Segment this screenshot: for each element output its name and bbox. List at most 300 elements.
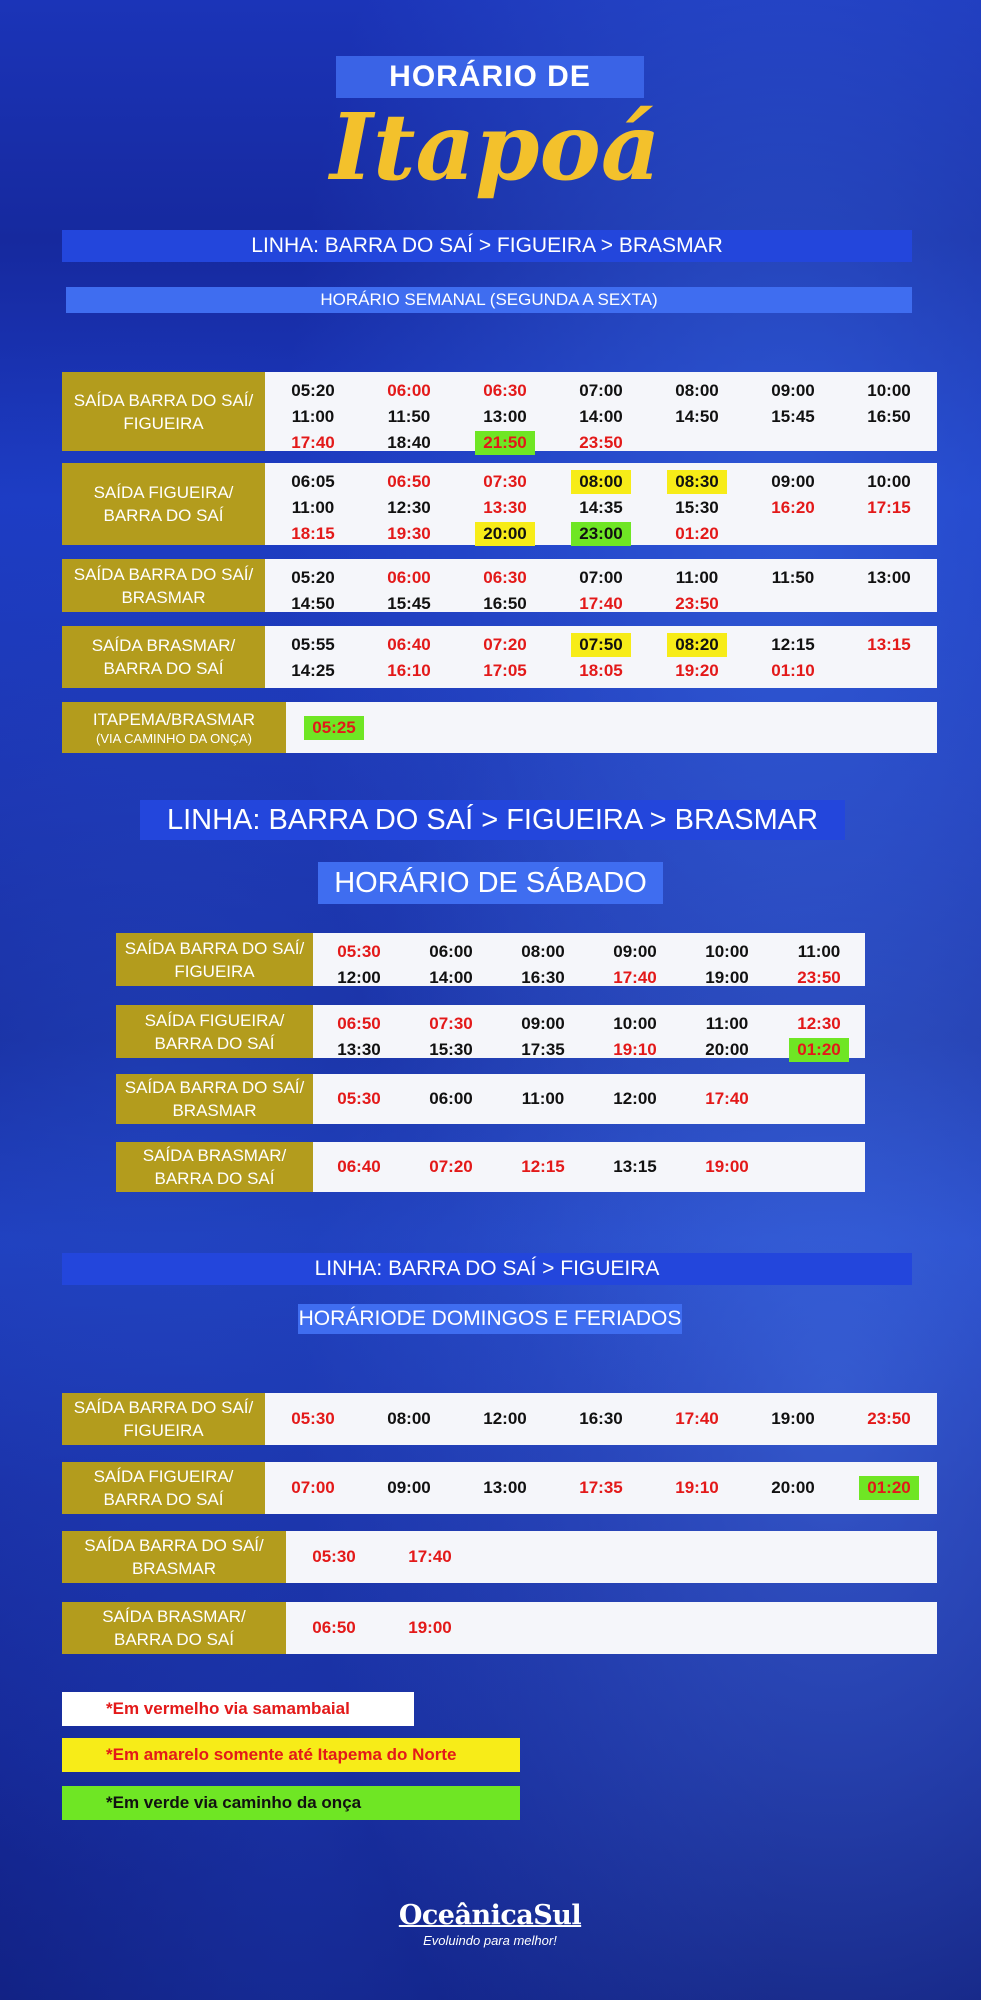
departure-time-value: 06:00 xyxy=(387,568,431,587)
departure-time-value: 13:30 xyxy=(483,498,527,517)
departure-time-value: 05:30 xyxy=(337,942,381,961)
departure-time-value: 15:45 xyxy=(771,407,815,426)
departure-time-value: 01:20 xyxy=(675,524,719,543)
departure-time-value: 05:25 xyxy=(304,716,363,740)
route-label xyxy=(62,1462,265,1514)
departure-time xyxy=(681,966,773,990)
departure-time xyxy=(457,496,553,520)
departure-time xyxy=(457,592,553,616)
departure-time xyxy=(841,566,937,590)
departure-time-value: 11:00 xyxy=(705,1014,749,1033)
departure-time-value: 07:00 xyxy=(579,568,623,587)
departure-times xyxy=(286,1602,937,1654)
route-label-text: ITAPEMA/BRASMAR xyxy=(92,710,256,729)
departure-time-value: 11:00 xyxy=(521,1089,565,1108)
departure-time-value: 16:50 xyxy=(867,407,911,426)
departure-time-value: 07:30 xyxy=(429,1014,473,1033)
departure-time-value: 15:30 xyxy=(429,1040,473,1059)
time-line xyxy=(313,1154,773,1180)
departure-time-value: 06:30 xyxy=(483,568,527,587)
departure-time-value: 20:00 xyxy=(705,1040,749,1059)
departure-time-value: 12:15 xyxy=(771,635,815,654)
departure-time-value: 13:15 xyxy=(867,635,911,654)
route-label-text: SAÍDA BRASMAR/ BARRA DO SAÍ xyxy=(142,1146,287,1188)
departure-time xyxy=(361,1407,457,1431)
saturday-schedule-row xyxy=(116,1142,865,1192)
departure-time xyxy=(553,379,649,403)
departure-time-value: 16:30 xyxy=(521,968,565,987)
departure-time-value: 13:00 xyxy=(483,1478,527,1497)
departure-time xyxy=(265,522,361,546)
time-line xyxy=(286,1615,478,1641)
departure-time xyxy=(497,1087,589,1111)
departure-times xyxy=(313,1005,865,1058)
departure-time xyxy=(649,405,745,429)
departure-time xyxy=(361,566,457,590)
departure-time-value: 14:50 xyxy=(291,594,335,613)
departure-time xyxy=(497,1012,589,1036)
departure-time-value: 16:20 xyxy=(771,498,815,517)
departure-time xyxy=(589,966,681,990)
route-label xyxy=(62,1531,286,1583)
route-label xyxy=(62,702,286,753)
departure-time xyxy=(405,966,497,990)
departure-time-value: 05:20 xyxy=(291,381,335,400)
time-line xyxy=(265,1475,937,1501)
departure-time-value: 05:55 xyxy=(291,635,335,654)
departure-time-value: 23:50 xyxy=(579,433,623,452)
departure-time xyxy=(649,1476,745,1500)
route-label-text: SAÍDA FIGUEIRA/ BARRA DO SAÍ xyxy=(93,1467,234,1509)
departure-time-value: 18:15 xyxy=(291,524,335,543)
departure-time-value: 19:00 xyxy=(771,1409,815,1428)
sunday-schedule-row xyxy=(62,1462,937,1514)
departure-time xyxy=(361,431,457,455)
departure-time-value: 12:30 xyxy=(797,1014,841,1033)
route-label-text: SAÍDA BARRA DO SAÍ/ FIGUEIRA xyxy=(73,1398,254,1440)
weekly-schedule-row xyxy=(62,702,937,753)
departure-time-value: 07:20 xyxy=(483,635,527,654)
departure-time xyxy=(361,1476,457,1500)
departure-time xyxy=(361,522,457,546)
departure-time xyxy=(553,431,649,455)
departure-time xyxy=(457,522,553,546)
departure-time-value: 21:50 xyxy=(475,431,534,455)
route-label xyxy=(62,372,265,451)
departure-time-value: 11:00 xyxy=(291,498,335,517)
departure-time-value: 15:45 xyxy=(387,594,431,613)
departure-time-value: 09:00 xyxy=(521,1014,565,1033)
departure-time-value: 08:30 xyxy=(667,470,726,494)
departure-time xyxy=(361,470,457,494)
weekly-schedule-row xyxy=(62,372,937,451)
departure-time-value: 17:15 xyxy=(867,498,911,517)
departure-time xyxy=(313,940,405,964)
route-label xyxy=(62,626,265,688)
sunday-line-bar: LINHA: BARRA DO SAÍ > FIGUEIRA xyxy=(62,1253,912,1285)
time-line xyxy=(265,632,937,658)
departure-time xyxy=(313,1012,405,1036)
departure-times xyxy=(313,1142,865,1192)
departure-time-value: 09:00 xyxy=(771,381,815,400)
route-label xyxy=(116,1142,313,1192)
departure-times xyxy=(286,702,937,753)
route-label-text: SAÍDA BARRA DO SAÍ/ BRASMAR xyxy=(84,1536,264,1578)
time-line xyxy=(265,521,937,547)
departure-time-value: 05:30 xyxy=(291,1409,335,1428)
departure-time-value: 12:00 xyxy=(337,968,381,987)
departure-time xyxy=(457,431,553,455)
departure-time-value: 19:00 xyxy=(705,1157,749,1176)
departure-time-value: 07:00 xyxy=(291,1478,335,1497)
route-label-text: SAÍDA BARRA DO SAÍ/ FIGUEIRA xyxy=(73,390,254,433)
departure-time-value: 07:20 xyxy=(429,1157,473,1176)
time-line xyxy=(313,939,865,965)
departure-time xyxy=(745,1476,841,1500)
departure-time xyxy=(361,633,457,657)
departure-time xyxy=(589,940,681,964)
legend-yellow: *Em amarelo somente até Itapema do Norte xyxy=(62,1738,520,1772)
route-label-text: SAÍDA BARRA DO SAÍ/ BRASMAR xyxy=(73,564,254,607)
departure-time xyxy=(553,1407,649,1431)
departure-time xyxy=(589,1155,681,1179)
departure-time-value: 06:40 xyxy=(387,635,431,654)
departure-time xyxy=(681,1087,773,1111)
departure-time-value: 23:50 xyxy=(867,1409,911,1428)
route-label-text: SAÍDA BRASMAR/ BARRA DO SAÍ xyxy=(102,1607,246,1649)
departure-time xyxy=(265,633,361,657)
route-label-text: SAÍDA FIGUEIRA/ BARRA DO SAÍ xyxy=(93,483,234,525)
route-label-text: SAÍDA FIGUEIRA/ BARRA DO SAÍ xyxy=(144,1010,285,1053)
legend-red: *Em vermelho via samambaial xyxy=(62,1692,414,1726)
departure-time-value: 05:30 xyxy=(337,1089,381,1108)
departure-time-value: 06:50 xyxy=(337,1014,381,1033)
departure-time xyxy=(649,379,745,403)
departure-times xyxy=(286,1531,937,1583)
weekly-schedule-bar: HORÁRIO SEMANAL (SEGUNDA A SEXTA) xyxy=(66,287,912,313)
departure-time xyxy=(589,1012,681,1036)
departure-time xyxy=(649,522,745,546)
departure-times xyxy=(265,1393,937,1445)
departure-time-value: 08:00 xyxy=(521,942,565,961)
departure-time xyxy=(361,496,457,520)
departure-times xyxy=(265,559,937,612)
saturday-schedule-row xyxy=(116,1074,865,1124)
departure-time xyxy=(553,592,649,616)
departure-time-value: 13:15 xyxy=(613,1157,657,1176)
time-line xyxy=(265,495,937,521)
departure-time-value: 15:30 xyxy=(675,498,719,517)
departure-time xyxy=(313,1087,405,1111)
departure-time xyxy=(745,1407,841,1431)
departure-time xyxy=(265,470,361,494)
time-line xyxy=(313,965,865,991)
departure-time-value: 17:40 xyxy=(408,1547,452,1566)
departure-time xyxy=(773,940,865,964)
departure-time xyxy=(286,1616,382,1640)
brand-logo xyxy=(390,1900,590,1948)
departure-time-value: 16:10 xyxy=(387,661,431,680)
departure-time-value: 19:20 xyxy=(675,661,719,680)
departure-time xyxy=(553,405,649,429)
time-line xyxy=(313,1011,865,1037)
sunday-schedule-row xyxy=(62,1531,937,1583)
departure-time-value: 12:00 xyxy=(483,1409,527,1428)
departure-time-value: 17:40 xyxy=(705,1089,749,1108)
departure-time xyxy=(589,1087,681,1111)
departure-times xyxy=(313,933,865,986)
departure-time xyxy=(361,379,457,403)
route-label xyxy=(62,1602,286,1654)
departure-time xyxy=(361,592,457,616)
route-label xyxy=(116,933,313,986)
time-line xyxy=(265,404,937,430)
departure-time-value: 23:00 xyxy=(571,522,630,546)
departure-time-value: 06:00 xyxy=(429,942,473,961)
departure-time xyxy=(553,633,649,657)
departure-time-value: 17:05 xyxy=(483,661,527,680)
departure-time-value: 11:00 xyxy=(797,942,841,961)
departure-time xyxy=(553,470,649,494)
departure-time xyxy=(457,470,553,494)
departure-time-value: 19:10 xyxy=(613,1040,657,1059)
departure-time xyxy=(457,1407,553,1431)
departure-time-value: 09:00 xyxy=(771,472,815,491)
departure-time xyxy=(841,1407,937,1431)
departure-time xyxy=(553,496,649,520)
departure-time-value: 01:20 xyxy=(859,1476,918,1500)
route-label xyxy=(62,559,265,612)
route-label-text: SAÍDA BARRA DO SAÍ/ BRASMAR xyxy=(124,1078,305,1120)
weekly-line-bar: LINHA: BARRA DO SAÍ > FIGUEIRA > BRASMAR xyxy=(62,230,912,262)
departure-time-value: 07:30 xyxy=(483,472,527,491)
departure-time xyxy=(841,379,937,403)
departure-time-value: 05:20 xyxy=(291,568,335,587)
departure-time xyxy=(361,405,457,429)
departure-time-value: 17:40 xyxy=(579,594,623,613)
departure-time xyxy=(361,659,457,683)
route-label xyxy=(62,1393,265,1445)
departure-time xyxy=(553,566,649,590)
departure-time-value: 06:00 xyxy=(387,381,431,400)
departure-time-value: 09:00 xyxy=(387,1478,431,1497)
sunday-schedule-row xyxy=(62,1393,937,1445)
departure-time xyxy=(841,496,937,520)
departure-time-value: 23:50 xyxy=(797,968,841,987)
departure-time-value: 19:00 xyxy=(408,1618,452,1637)
departure-time xyxy=(589,1038,681,1062)
departure-time xyxy=(313,966,405,990)
departure-time xyxy=(841,405,937,429)
departure-time xyxy=(286,1545,382,1569)
departure-time-value: 13:00 xyxy=(483,407,527,426)
departure-time-value: 11:00 xyxy=(675,568,719,587)
departure-time-value: 19:10 xyxy=(675,1478,719,1497)
departure-time xyxy=(405,1038,497,1062)
departure-time-value: 20:00 xyxy=(771,1478,815,1497)
time-line xyxy=(265,658,937,684)
departure-time xyxy=(405,1087,497,1111)
departure-time-value: 11:50 xyxy=(387,407,431,426)
departure-time xyxy=(265,1476,361,1500)
departure-time xyxy=(773,1038,865,1062)
departure-time xyxy=(745,496,841,520)
time-line xyxy=(265,469,937,495)
departure-time xyxy=(457,405,553,429)
departure-time xyxy=(265,431,361,455)
time-line xyxy=(313,1086,773,1112)
page-title-top: HORÁRIO DE xyxy=(336,56,644,98)
saturday-schedule-bar: HORÁRIO DE SÁBADO xyxy=(318,862,663,904)
departure-time-value: 16:30 xyxy=(579,1409,623,1428)
departure-time xyxy=(649,470,745,494)
departure-time-value: 17:35 xyxy=(521,1040,565,1059)
departure-time-value: 14:00 xyxy=(579,407,623,426)
departure-time-value: 08:00 xyxy=(571,470,630,494)
departure-time-value: 12:15 xyxy=(521,1157,565,1176)
departure-time xyxy=(649,633,745,657)
departure-time-value: 08:20 xyxy=(667,633,726,657)
departure-time xyxy=(497,1038,589,1062)
departure-time xyxy=(265,1407,361,1431)
departure-time xyxy=(265,592,361,616)
time-line xyxy=(265,1406,937,1432)
saturday-line-bar: LINHA: BARRA DO SAÍ > FIGUEIRA > BRASMAR xyxy=(140,800,845,840)
departure-time-value: 14:50 xyxy=(675,407,719,426)
time-line xyxy=(286,1544,478,1570)
route-label xyxy=(62,463,265,545)
departure-time xyxy=(681,940,773,964)
brand-slogan: Evoluindo para melhor! xyxy=(423,1933,557,1948)
departure-time xyxy=(457,633,553,657)
departure-time xyxy=(265,496,361,520)
departure-time-value: 11:00 xyxy=(291,407,335,426)
departure-time-value: 19:00 xyxy=(705,968,749,987)
departure-time xyxy=(497,966,589,990)
departure-time-value: 14:25 xyxy=(291,661,335,680)
departure-time-value: 17:40 xyxy=(675,1409,719,1428)
departure-time xyxy=(313,1155,405,1179)
departure-time xyxy=(649,1407,745,1431)
time-line xyxy=(265,591,937,617)
departure-time xyxy=(265,659,361,683)
route-label-text: SAÍDA BARRA DO SAÍ/ FIGUEIRA xyxy=(124,938,305,981)
time-line xyxy=(313,1037,865,1063)
departure-time xyxy=(745,566,841,590)
departure-time-value: 18:05 xyxy=(579,661,623,680)
departure-time-value: 06:40 xyxy=(337,1157,381,1176)
weekly-schedule-row xyxy=(62,626,937,688)
departure-time-value: 01:10 xyxy=(771,661,815,680)
departure-time xyxy=(553,659,649,683)
departure-time-value: 10:00 xyxy=(867,381,911,400)
departure-time xyxy=(773,1012,865,1036)
departure-time xyxy=(382,1545,478,1569)
departure-time-value: 12:00 xyxy=(613,1089,657,1108)
departure-time xyxy=(382,1616,478,1640)
departure-time xyxy=(553,522,649,546)
departure-time-value: 06:00 xyxy=(429,1089,473,1108)
departure-time xyxy=(649,496,745,520)
departure-time-value: 17:40 xyxy=(291,433,335,452)
time-line xyxy=(286,715,382,741)
weekly-schedule-row xyxy=(62,463,937,545)
route-label-text: SAÍDA BRASMAR/ BARRA DO SAÍ xyxy=(91,636,236,678)
departure-times xyxy=(265,1462,937,1514)
departure-time xyxy=(457,379,553,403)
sunday-schedule-row xyxy=(62,1602,937,1654)
departure-time xyxy=(649,592,745,616)
departure-time xyxy=(457,1476,553,1500)
departure-time-value: 13:30 xyxy=(337,1040,381,1059)
departure-time xyxy=(649,566,745,590)
departure-time xyxy=(841,633,937,657)
departure-time xyxy=(649,659,745,683)
page-title-city: Itapoá xyxy=(330,93,661,201)
departure-time-value: 11:50 xyxy=(771,568,815,587)
departure-time xyxy=(745,470,841,494)
departure-times xyxy=(265,626,937,688)
departure-time xyxy=(773,966,865,990)
departure-time-value: 08:00 xyxy=(387,1409,431,1428)
departure-time xyxy=(313,1038,405,1062)
departure-time xyxy=(457,566,553,590)
departure-time-value: 10:00 xyxy=(613,1014,657,1033)
sunday-schedule-bar: HORÁRIODE DOMINGOS E FERIADOS xyxy=(298,1304,682,1334)
departure-time xyxy=(841,1476,937,1500)
departure-time xyxy=(681,1155,773,1179)
departure-time-value: 17:35 xyxy=(579,1478,623,1497)
departure-time-value: 09:00 xyxy=(613,942,657,961)
departure-time xyxy=(405,1012,497,1036)
departure-time-value: 14:35 xyxy=(579,498,623,517)
departure-time xyxy=(745,379,841,403)
saturday-schedule-row xyxy=(116,933,865,986)
departure-time-value: 01:20 xyxy=(789,1038,848,1062)
departure-time xyxy=(497,940,589,964)
brand-name: OceânicaSul xyxy=(398,1900,582,1931)
departure-time-value: 10:00 xyxy=(705,942,749,961)
departure-time-value: 06:50 xyxy=(387,472,431,491)
departure-time-value: 19:30 xyxy=(387,524,431,543)
departure-time-value: 18:40 xyxy=(387,433,431,452)
departure-time xyxy=(405,940,497,964)
departure-time xyxy=(681,1012,773,1036)
departure-time xyxy=(745,659,841,683)
route-label xyxy=(116,1005,313,1058)
time-line xyxy=(265,378,937,404)
departure-time-value: 07:50 xyxy=(571,633,630,657)
departure-time-value: 13:00 xyxy=(867,568,911,587)
departure-time xyxy=(265,379,361,403)
departure-time xyxy=(681,1038,773,1062)
departure-times xyxy=(265,372,937,451)
departure-times xyxy=(265,463,937,545)
departure-time xyxy=(745,405,841,429)
departure-time-value: 05:30 xyxy=(312,1547,356,1566)
departure-time xyxy=(265,566,361,590)
departure-time-value: 06:50 xyxy=(312,1618,356,1637)
departure-time xyxy=(286,716,382,740)
route-label xyxy=(116,1074,313,1124)
saturday-schedule-row xyxy=(116,1005,865,1058)
time-line xyxy=(265,565,937,591)
departure-time-value: 23:50 xyxy=(675,594,719,613)
departure-time-value: 12:30 xyxy=(387,498,431,517)
departure-time-value: 10:00 xyxy=(867,472,911,491)
departure-time-value: 06:30 xyxy=(483,381,527,400)
departure-time-value: 08:00 xyxy=(675,381,719,400)
